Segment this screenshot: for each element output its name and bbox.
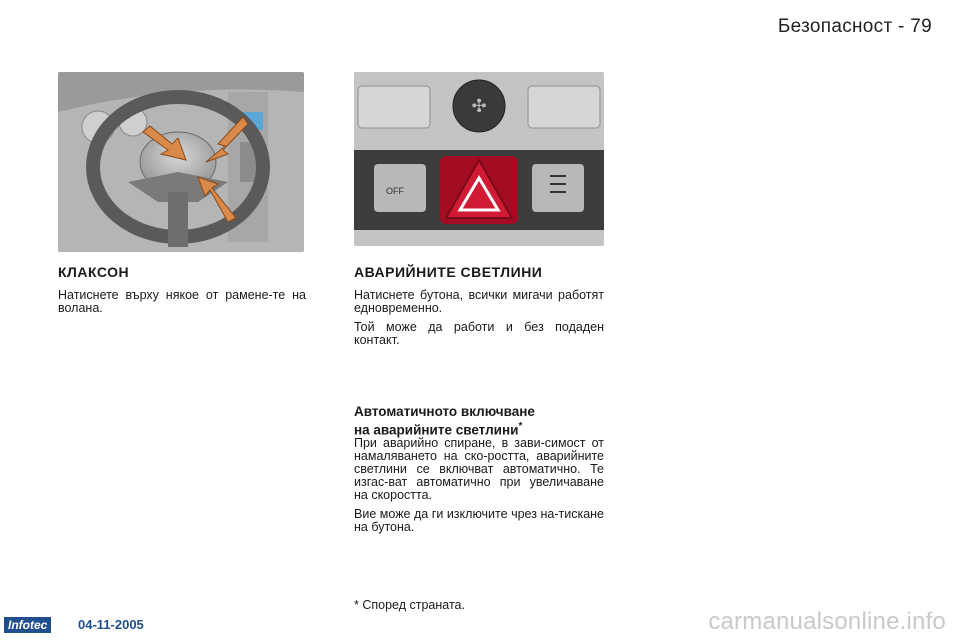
page-title: Безопасност - 79	[777, 16, 932, 37]
print-date: 04-11-2005	[78, 617, 144, 632]
auto-hazard-paragraph-1: При аварийно спиране, в зави-симост от намаляването на ско-ростта, аварийните светлини се включват автоматично. Те изгас-ват автоматично при увеличаване на скоростта.	[354, 436, 604, 502]
off-button-label: OFF	[386, 186, 404, 196]
auto-hazard-title-line2: на аварийните светлини	[354, 422, 519, 438]
svg-text:✣: ✣	[471, 96, 487, 117]
horn-text-block	[58, 289, 306, 321]
footnote: * Според страната.	[354, 598, 465, 612]
auto-hazard-paragraph-2: Вие може да ги изключите чрез на-тискане на бутона.	[354, 507, 604, 534]
footnote-marker: *	[518, 421, 523, 432]
horn-title: КЛАКСОН	[58, 264, 130, 280]
hazard-paragraph-2: Той може да работи и без подаден контакт.	[354, 320, 604, 347]
hazard-switch-illustration	[354, 72, 604, 246]
auto-hazard-title	[354, 404, 604, 438]
steering-wheel-illustration	[58, 72, 304, 252]
hazard-text-block	[354, 289, 604, 353]
horn-paragraph: Натиснете върху някое от рамене-те на волана.	[58, 288, 306, 315]
auto-hazard-text-block	[354, 437, 604, 540]
watermark: carmanualsonline.info	[708, 608, 946, 635]
hazard-title: АВАРИЙНИТЕ СВЕТЛИНИ	[354, 264, 543, 280]
auto-hazard-title-line1: Автоматичното включване	[354, 404, 535, 419]
infotec-logo: Infotec	[4, 617, 51, 633]
hazard-paragraph-1: Натиснете бутона, всички мигачи работят едновременно.	[354, 288, 604, 315]
